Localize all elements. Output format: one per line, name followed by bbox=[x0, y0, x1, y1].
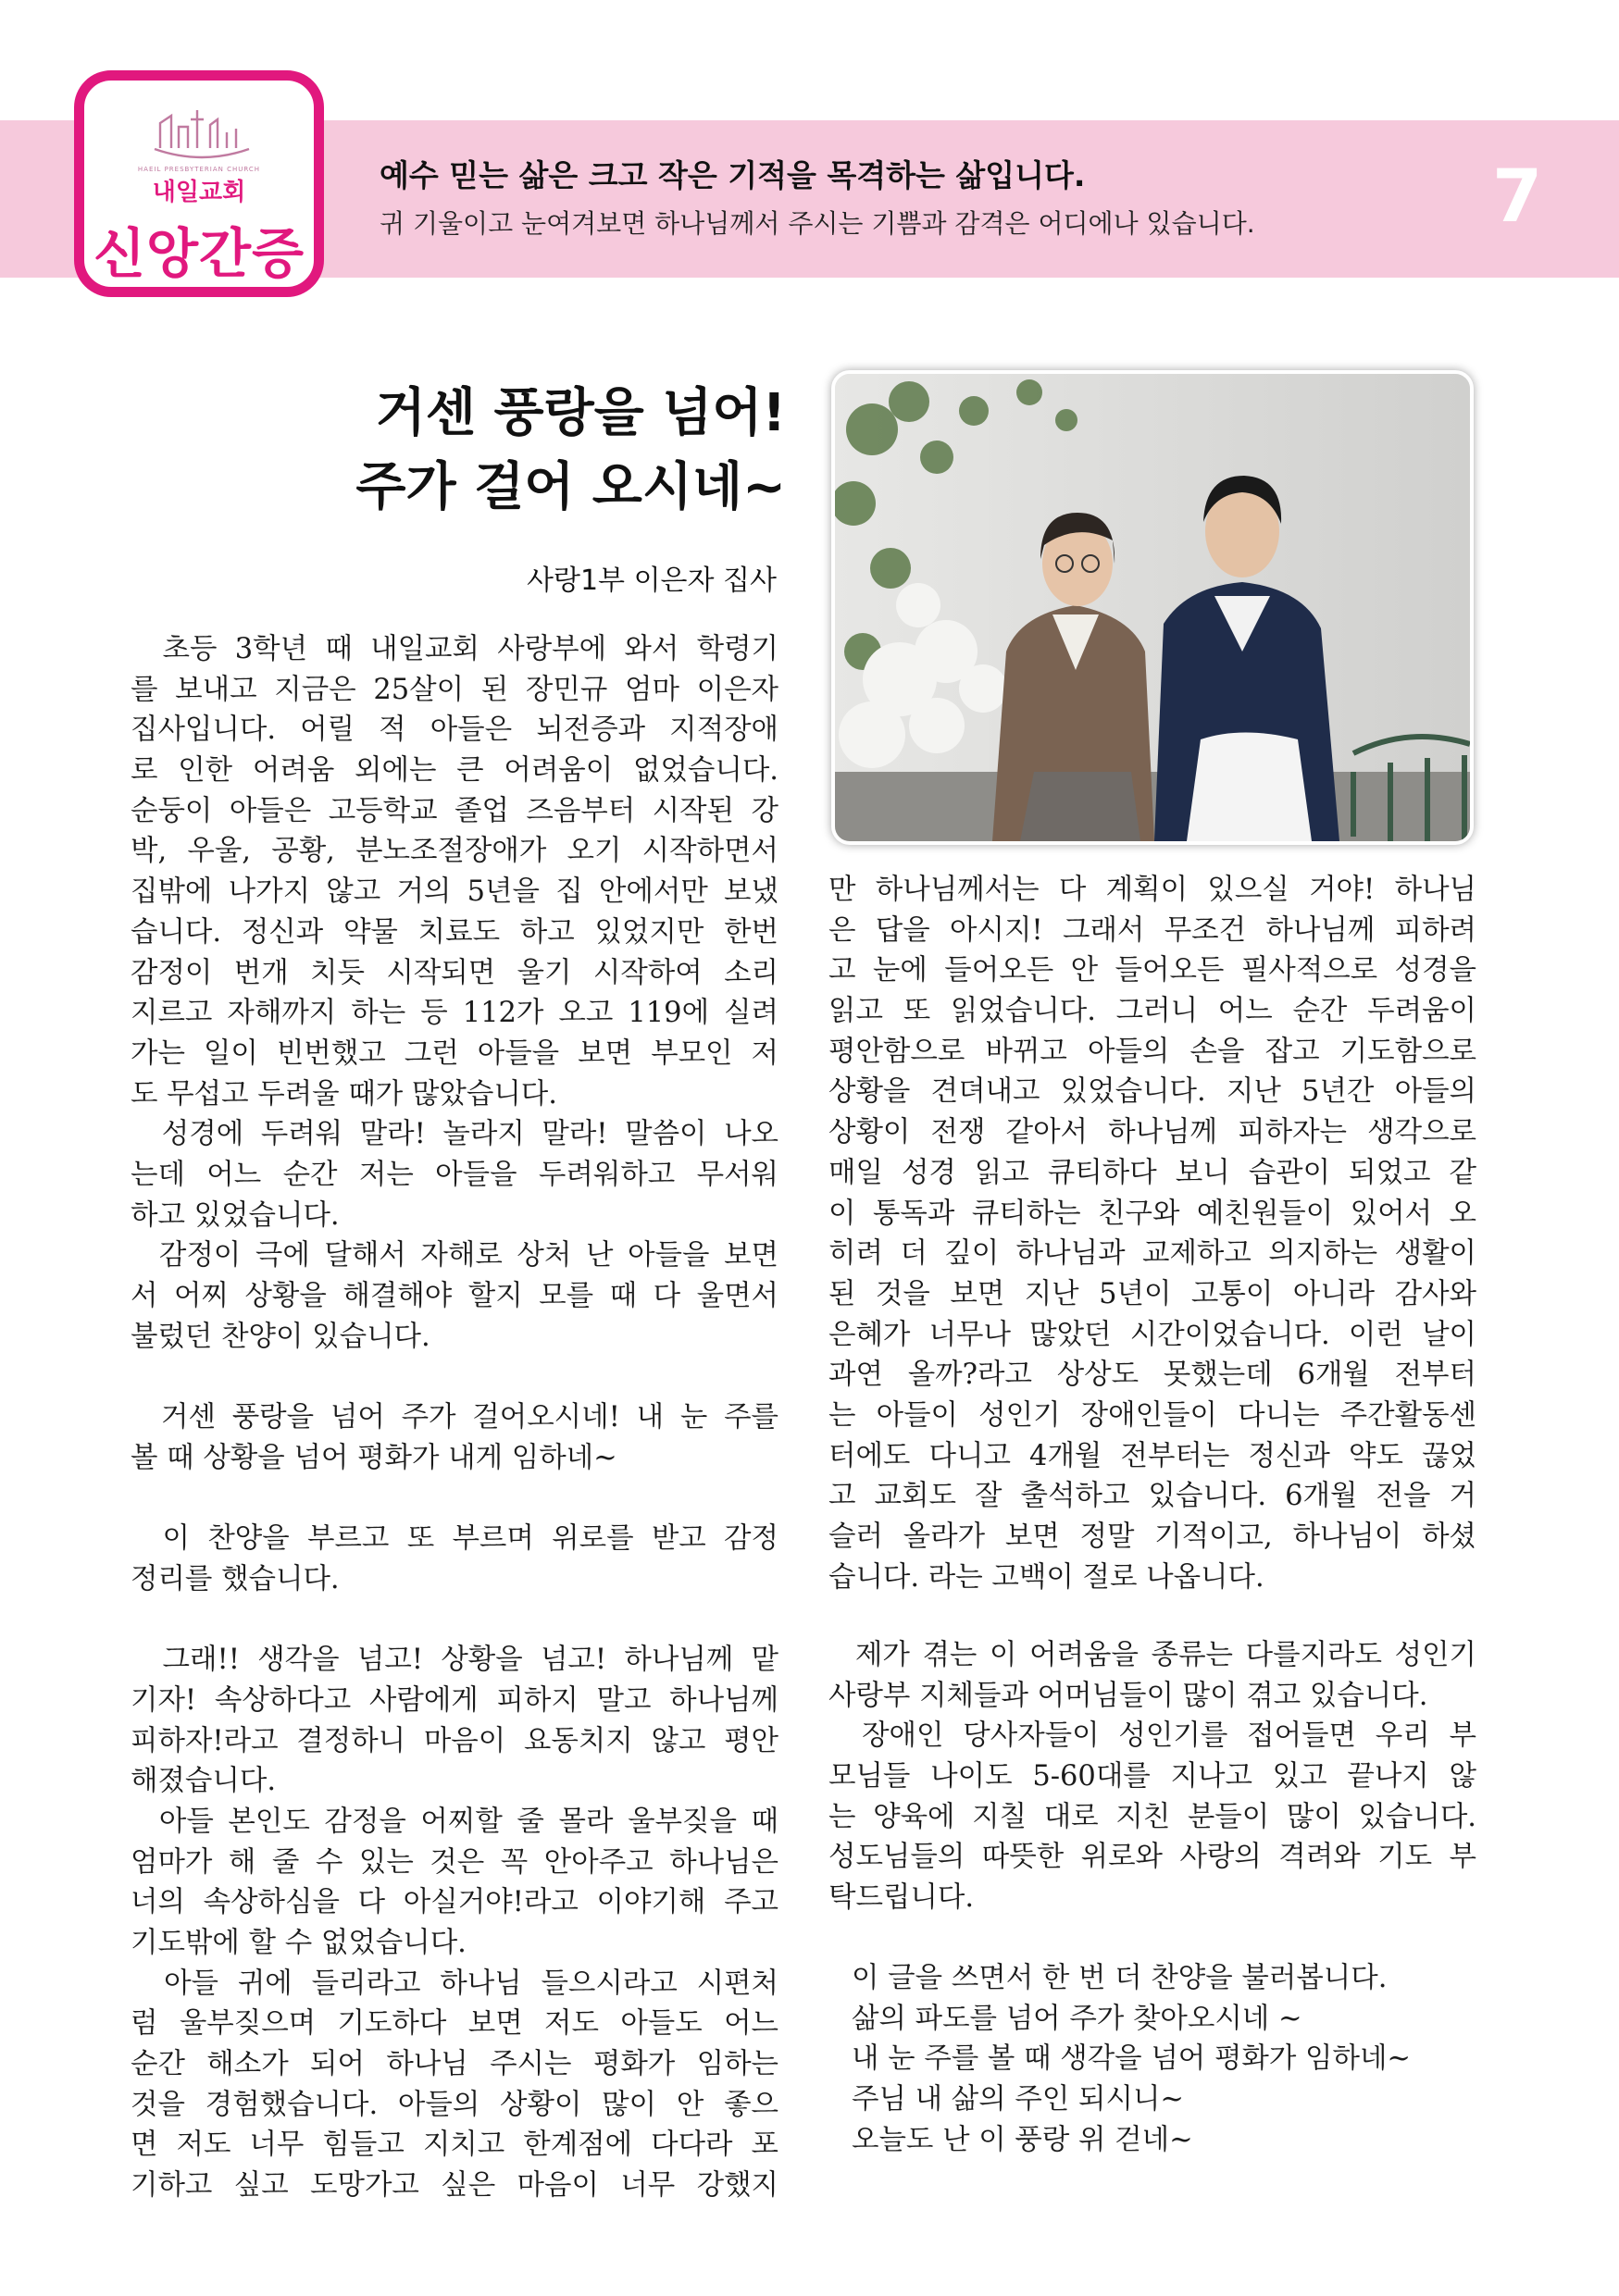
text-line: 정리를 했습니다. bbox=[131, 1562, 340, 1595]
text-line: 상황이 전쟁 같아서 하나님께 피하자는 생각으로 bbox=[828, 1116, 1476, 1149]
text-line: 불렀던 찬양이 있습니다. bbox=[131, 1320, 430, 1353]
text-line: 만 하나님께서는 다 계획이 있으실 거야! 하나님 bbox=[828, 874, 1476, 906]
text-line: 는 양육에 지칠 대로 지친 분들이 많이 있습니다. bbox=[828, 1800, 1476, 1833]
hymn-lyrics bbox=[852, 1958, 1411, 2160]
text-line: 하고 있었습니다. bbox=[131, 1198, 340, 1232]
text-line: 는데 어느 순간 저는 아들을 두려워하고 무서워 bbox=[131, 1158, 778, 1191]
text-line: 기하고 싶고 도망가고 싶은 마음이 너무 강했지 bbox=[131, 2169, 778, 2203]
paragraph-gap bbox=[131, 1600, 778, 1641]
header-subslogan: 귀 기울이고 눈여겨보면 하나님께서 주시는 기쁨과 감격은 어디에나 있습니다. bbox=[380, 208, 1255, 239]
text-line: 로 인한 어려움 외에는 큰 어려움이 없었습니다. bbox=[131, 754, 778, 788]
text-line: 순간 해소가 되어 하나님 주시는 평화가 임하는 bbox=[131, 2048, 778, 2081]
photo-illustration bbox=[835, 374, 1470, 841]
text-line: 매일 성경 읽고 큐티하다 보니 습관이 되었고 같 bbox=[828, 1156, 1476, 1189]
text-line: 사랑부 지체들과 어머님들이 많이 겪고 있습니다. bbox=[828, 1679, 1428, 1712]
text-line: 이 통독과 큐티하는 친구와 예친원들이 있어서 오 bbox=[828, 1197, 1476, 1230]
text-line: 삶의 파도를 넘어 주가 찾아오시네 ~ bbox=[852, 2002, 1302, 2035]
article-body-right-column bbox=[828, 870, 1476, 1597]
text-line: 된 것을 보면 지난 5년이 고통이 아니라 감사와 bbox=[828, 1277, 1476, 1310]
text-line: 집밖에 나가지 않고 거의 5년을 집 안에서만 보냈 bbox=[131, 875, 778, 909]
article-title-line-1: 거센 풍랑을 넘어! bbox=[375, 383, 786, 443]
article-author: 사랑1부 이은자 집사 bbox=[527, 565, 777, 597]
text-line: 면 저도 너무 힘들고 지치고 한계점에 다다라 포 bbox=[131, 2128, 778, 2162]
text-line: 은 답을 아시지! 그래서 무조건 하나님께 피하려 bbox=[828, 913, 1476, 947]
text-line: 이 글을 쓰면서 한 번 더 찬양을 불러봅니다. bbox=[852, 1962, 1388, 1994]
text-line: 피하자!라고 결정하니 마음이 요동치지 않고 평안 bbox=[131, 1724, 778, 1757]
text-line: 고 눈에 들어오든 안 들어오든 필사적으로 성경을 bbox=[828, 954, 1476, 987]
header-slogan: 예수 믿는 삶은 크고 작은 기적을 목격하는 삶입니다. bbox=[380, 157, 1086, 193]
article-body-left-column bbox=[131, 629, 778, 2206]
text-line: 성도님들의 따뜻한 위로와 사랑의 격려와 기도 부 bbox=[828, 1841, 1476, 1874]
section-title: 신앙간증 bbox=[93, 222, 305, 285]
text-line: 장애인 당사자들이 성인기를 접어들면 우리 부 bbox=[828, 1719, 1476, 1753]
church-logo-icon bbox=[151, 106, 253, 162]
text-line: 해졌습니다. bbox=[131, 1765, 277, 1798]
article-body-closing bbox=[828, 1635, 1476, 1918]
text-line: 고 교회도 잘 출석하고 있습니다. 6개월 전을 거 bbox=[828, 1480, 1476, 1513]
text-line: 기도밖에 할 수 없었습니다. bbox=[131, 1927, 467, 1959]
text-line: 습니다. 정신과 약물 치료도 하고 있었지만 한번 bbox=[131, 915, 778, 949]
church-name: 내일교회 bbox=[152, 179, 246, 206]
logo-subtitle: HAEIL PRESBYTERIAN CHURCH bbox=[137, 166, 261, 173]
text-line: 내 눈 주를 볼 때 생각을 넘어 평화가 임하네~ bbox=[852, 2042, 1411, 2076]
page-number: 7 bbox=[1492, 155, 1543, 239]
article-photo bbox=[831, 370, 1474, 845]
text-line: 너의 속상하심을 다 아실거야!라고 이야기해 주고 bbox=[131, 1886, 778, 1919]
article-title-line-2: 주가 걸어 오시네~ bbox=[355, 457, 786, 517]
text-line: 습니다. 라는 고백이 절로 나옵니다. bbox=[828, 1560, 1264, 1594]
text-line: 지르고 자해까지 하는 등 112가 오고 119에 실려 bbox=[131, 997, 778, 1030]
paragraph-gap bbox=[131, 1357, 778, 1397]
text-line: 모님들 나이도 5-60대를 지나고 있고 끝나지 않 bbox=[828, 1760, 1476, 1793]
section-badge bbox=[74, 70, 324, 297]
text-line: 를 보내고 지금은 25살이 된 장민규 엄마 이은자 bbox=[131, 673, 778, 706]
text-line: 아들 본인도 감정을 어찌할 줄 몰라 울부짖을 때 bbox=[131, 1805, 778, 1838]
text-line: 주님 내 삶의 주인 되시니~ bbox=[852, 2083, 1184, 2116]
text-line: 감정이 번개 치듯 시작되면 울기 시작하여 소리 bbox=[131, 956, 778, 989]
text-line: 도 무섭고 두려울 때가 많았습니다. bbox=[131, 1077, 557, 1111]
text-line: 볼 때 상황을 넘어 평화가 내게 임하네~ bbox=[131, 1441, 617, 1474]
text-line: 그래!! 생각을 넘고! 상황을 넘고! 하나님께 맡 bbox=[131, 1644, 778, 1677]
text-line: 는 아들이 성인기 장애인들이 다니는 주간활동센 bbox=[828, 1398, 1476, 1432]
text-line: 상황을 견뎌내고 있었습니다. 지난 5년간 아들의 bbox=[828, 1075, 1476, 1109]
text-line: 읽고 또 읽었습니다. 그러니 어느 순간 두려움이 bbox=[828, 995, 1476, 1028]
text-line: 아들 귀에 들리라고 하나님 들으시라고 시편처 bbox=[131, 1967, 778, 2000]
text-line: 거센 풍랑을 넘어 주가 걸어오시네! 내 눈 주를 bbox=[131, 1401, 778, 1434]
text-line: 탁드립니다. bbox=[828, 1881, 975, 1915]
text-line: 가는 일이 빈번했고 그런 아들을 보면 부모인 저 bbox=[131, 1036, 778, 1070]
text-line: 박, 우울, 공황, 분노조절장애가 오기 시작하면서 bbox=[131, 835, 778, 868]
text-line: 집사입니다. 어릴 적 아들은 뇌전증과 지적장애 bbox=[131, 714, 778, 747]
text-line: 것을 경험했습니다. 아들의 상황이 많이 안 좋으 bbox=[131, 2088, 778, 2121]
text-line: 과연 올까?라고 상상도 못했는데 6개월 전부터 bbox=[828, 1359, 1476, 1392]
text-line: 오늘도 난 이 풍랑 위 걷네~ bbox=[852, 2123, 1193, 2156]
text-line: 히려 더 깊이 하나님과 교제하고 의지하는 생활이 bbox=[828, 1237, 1476, 1271]
text-line: 슬러 올라가 보면 정말 기적이고, 하나님이 하셨 bbox=[828, 1520, 1476, 1553]
text-line: 성경에 두려워 말라! 놀라지 말라! 말씀이 나오 bbox=[131, 1118, 778, 1151]
text-line: 럼 울부짖으며 기도하다 보면 저도 아들도 어느 bbox=[131, 2007, 778, 2041]
text-line: 제가 겪는 이 어려움을 종류는 다를지라도 성인기 bbox=[828, 1639, 1476, 1671]
text-line: 기자! 속상하다고 사람에게 피하지 말고 하나님께 bbox=[131, 1683, 778, 1717]
text-line: 초등 3학년 때 내일교회 사랑부에 와서 학령기 bbox=[131, 633, 778, 665]
text-line: 감정이 극에 달해서 자해로 상처 난 아들을 보면 bbox=[131, 1239, 778, 1272]
text-line: 터에도 다니고 4개월 전부터는 정신과 약도 끊었 bbox=[828, 1439, 1476, 1472]
text-line: 이 찬양을 부르고 또 부르며 위로를 받고 감정 bbox=[131, 1522, 778, 1556]
text-line: 순둥이 아들은 고등학교 졸업 즈음부터 시작된 강 bbox=[131, 794, 778, 827]
text-line: 서 어찌 상황을 해결해야 할지 모를 때 다 울면서 bbox=[131, 1280, 778, 1312]
text-line: 은혜가 너무나 많았던 시간이었습니다. 이런 날이 bbox=[828, 1318, 1476, 1351]
paragraph-gap bbox=[131, 1478, 778, 1519]
text-line: 엄마가 해 줄 수 있는 것은 꼭 안아주고 하나님은 bbox=[131, 1845, 778, 1879]
text-line: 평안함으로 바뀌고 아들의 손을 잡고 기도함으로 bbox=[828, 1035, 1476, 1068]
